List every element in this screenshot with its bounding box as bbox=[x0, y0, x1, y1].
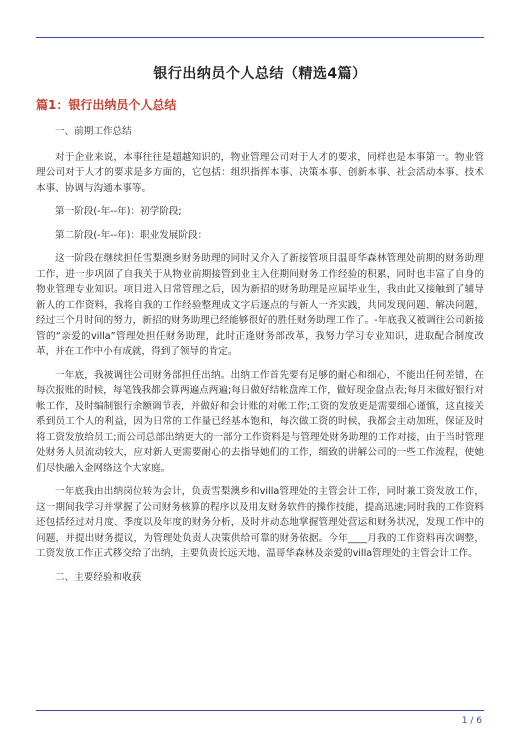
stage-line-1: 第一阶段(-年--年)：初学阶段; bbox=[55, 206, 182, 217]
footer-rule bbox=[36, 710, 484, 711]
section-heading: 篇1：银行出纳员个人总结 bbox=[36, 98, 177, 112]
section-heading-2: 二、主要经验和收获 bbox=[55, 571, 142, 583]
paragraph: 一年底我由出纳岗位转为会计，负责雪梨澳乡和villa管理处的主管会计工作，同时兼工资发放工作，这一期间我学习并掌握了公司财务核算的程序以及用友财务软件的操作技能，提高迅速;同时我的工作资料还包括经过对月度、季度以及年度的财务分析，及时并动态地掌握管理处营运和财务状况，发现工作中的问题，并提出财务提议，为管理处负责人决策供给可靠的财务依据。今年____月我的工作资料再次调整，工资发放工作正式移交给了出纳，主要负责长远天地、温哥华森林及亲爱的villa管理处的主管会计工作。 bbox=[36, 486, 484, 559]
header-rule bbox=[36, 37, 484, 38]
paragraph: 对于企业来说，本事往往是超越知识的，物业管理公司对于人才的要求，同样也是本事第一。物业管理公司对于人才的要求是多方面的，它包括：组织指挥本事、决策本事、创新本事、社会活动本事、技术本事、协调与沟通本事等。 bbox=[36, 151, 484, 194]
document-body bbox=[36, 124, 484, 595]
document-title: 银行出纳员个人总结（精选4篇） bbox=[153, 66, 367, 82]
section-heading-1: 一、前期工作总结 bbox=[55, 126, 132, 137]
page-number: 1 / 6 bbox=[461, 716, 482, 726]
stage-line-2: 第二阶段(-年--年)：职业发展阶段： bbox=[55, 229, 208, 241]
paragraph: 一年底，我被调往公司财务部担任出纳。出纳工作首先要有足够的耐心和细心，不能出任何差错，在每次报账的时候，每笔钱我都会算两遍点两遍;每日做好结帐盘库工作，做好现金盘点表;每月末做好银行对帐工作，及时编制银行余额调节表，并做好和会计账的对帐工作;工资的发放更是需要细心谨慎，这直接关系到员工个人的利益，因为日常的工作量已经基本饱和，每次做工资的时候，我都会主动加班，保证及时将工资发放给员工;而公司总部出纳更大的一部分工作资料是与管理处财务助理的工作对接，由于当时管理处财务人员流动较大，应对新人更需要耐心的去指导她们的工作，细致的讲解公司的一些工作流程，使她们尽快融入金网络这个大家庭。 bbox=[36, 369, 484, 474]
paragraph: 这一阶段在继续担任雪梨澳乡财务助理的同时又介入了新接管项目温哥华森林管理处前期的财务助理工作，进一步巩固了自我关于从物业前期接管到业主入住期间财务工作经验的积累，同时也丰富了自身的物业管理专业知识。项目进入日常管理之后，因为新招的财务助理是应届毕业生，我由此又接触到了辅导新人的工作资料，我将自我的工作经验整理成文字后逐点的与新人一齐实践，共同发现问题、解决问题，经过三个月时间的努力，新招的财务助理已经能够很好的胜任财务助理工作了。-年底我又被调往公司新接管的“亲爱的villa”管理处担任财务助理，此时正逢财务部改革，我努力学习专业知识，进取配合制度改革，并在工作中小有成就，得到了领导的肯定。 bbox=[36, 253, 484, 357]
